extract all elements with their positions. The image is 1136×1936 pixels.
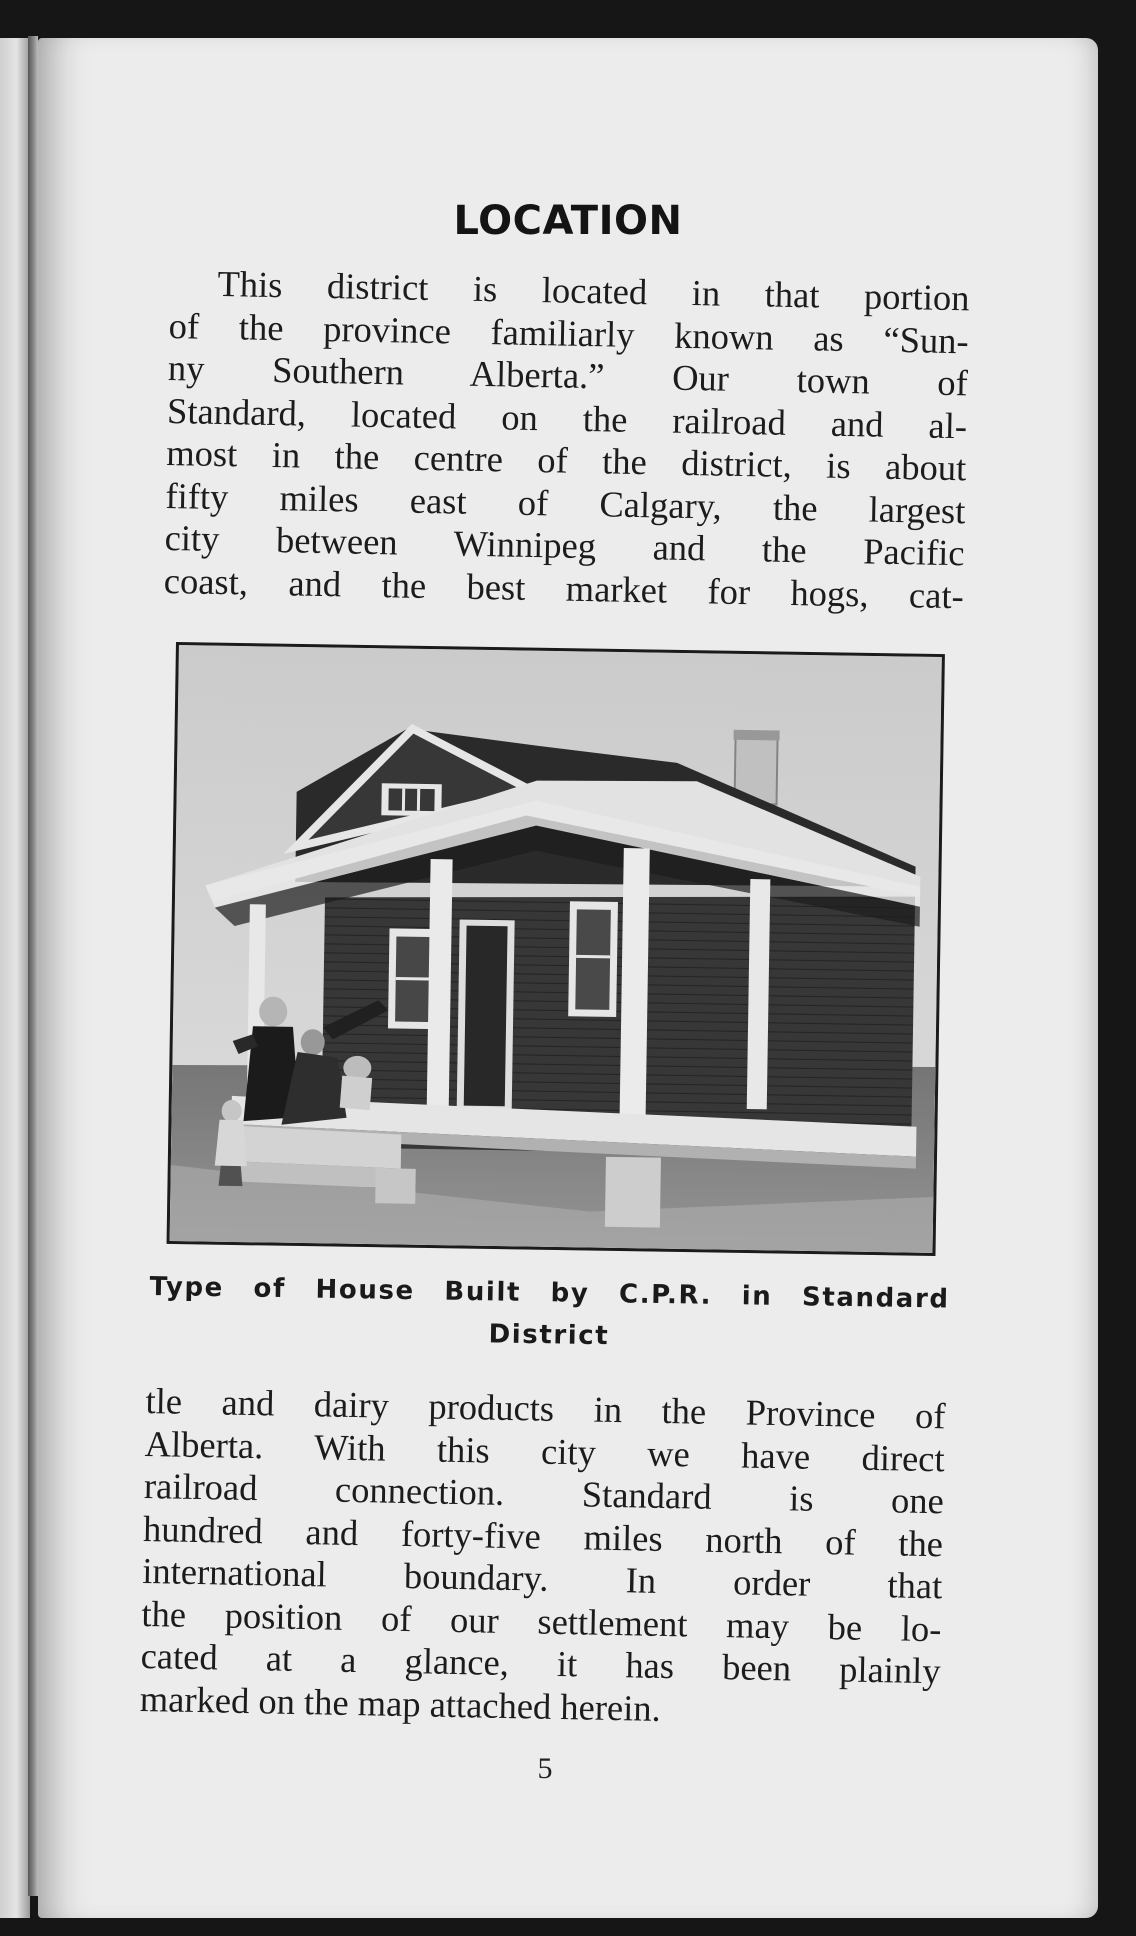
figure-caption xyxy=(149,1266,950,1363)
paragraph-line: the position of our settlement may be lo- xyxy=(141,1592,942,1649)
page-number: 5 xyxy=(537,1752,553,1785)
paragraph-line: fifty miles east of Calgary, the largest xyxy=(165,474,966,531)
paragraph-line: city between Winnipeg and the Pacific xyxy=(164,516,965,574)
paragraph-line: This district is located in that portion xyxy=(217,262,970,319)
paragraph-line: international boundary. In order that xyxy=(141,1549,943,1607)
caption-line: Type of House Built by C.P.R. in Standard xyxy=(149,1271,950,1315)
paragraph-line: hundred and forty-five miles north of the xyxy=(142,1507,944,1564)
paragraph-line: most in the centre of the district, is about xyxy=(165,431,967,489)
house-photo-drawing xyxy=(170,645,942,1253)
facing-page-edge xyxy=(0,38,30,1918)
paragraph-line: marked on the map attached herein. xyxy=(139,1677,662,1729)
paragraph-line: of the province familiarly known as “Sun- xyxy=(168,304,970,361)
paragraph-1 xyxy=(163,262,969,617)
paragraph-2 xyxy=(139,1380,945,1735)
caption-line: District xyxy=(488,1319,610,1352)
paragraph-line: cated at a glance, it has been plainly xyxy=(140,1634,941,1692)
book-binding xyxy=(28,36,38,1896)
paragraph-line: coast, and the best market for hogs, cat- xyxy=(163,559,965,616)
paragraph-line: tle and dairy products in the Province of xyxy=(145,1380,946,1437)
paragraph-line: ny Southern Alberta.” Our town of xyxy=(167,346,969,404)
paragraph-line: railroad connection. Standard is one xyxy=(143,1464,945,1522)
page-heading: LOCATION xyxy=(453,198,683,244)
paragraph-line: Alberta. With this city we have direct xyxy=(144,1422,946,1479)
house-photograph xyxy=(167,642,945,1256)
paragraph-line: Standard, located on the railroad and al- xyxy=(166,389,968,446)
